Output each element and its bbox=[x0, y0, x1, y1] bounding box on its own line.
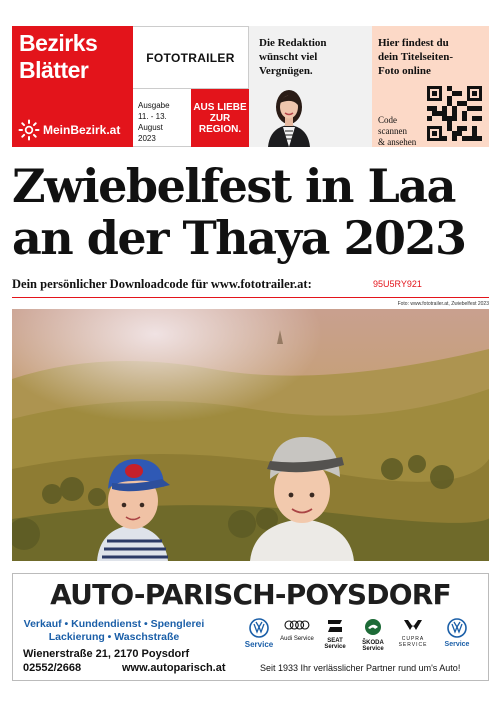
editorial-box bbox=[249, 26, 372, 147]
meinbezirk-link[interactable] bbox=[18, 119, 120, 141]
promo-line1: Hier findest du bbox=[378, 37, 449, 49]
brand-vw bbox=[241, 618, 277, 648]
brand-skoda bbox=[355, 618, 391, 652]
photo-scene bbox=[12, 309, 489, 561]
ad-website-link[interactable]: www.autoparisch.at bbox=[122, 662, 226, 674]
brand-vw-nutzfahrzeuge bbox=[437, 618, 477, 648]
sun-icon bbox=[18, 119, 40, 141]
vw-logo-icon bbox=[249, 618, 269, 638]
code-line3: & ansehen bbox=[378, 137, 417, 147]
meinbezirk-label: MeinBezirk.at bbox=[43, 123, 121, 137]
photo-credit: Foto: www.fototrailer.at, Zwiebelfest 2023 bbox=[397, 301, 489, 307]
brand-audi bbox=[279, 618, 315, 642]
code-line2: scannen bbox=[378, 126, 407, 136]
issue-label: Ausgabe bbox=[138, 101, 170, 110]
headline bbox=[12, 160, 492, 264]
issue-year: 2023 bbox=[138, 134, 156, 143]
slogan-badge bbox=[191, 89, 249, 147]
download-code: 95U5RY921 bbox=[373, 279, 422, 289]
skoda-logo-icon bbox=[364, 618, 382, 636]
promo-line2: dein Titelseiten- bbox=[378, 51, 454, 63]
issue-info bbox=[133, 89, 191, 147]
brand-audi-label: Audi Service bbox=[280, 636, 314, 642]
editorial-line3: Vergnügen. bbox=[259, 65, 313, 77]
logo-text-line2: Blätter bbox=[19, 57, 89, 83]
ad-phone: 02552/2668 bbox=[23, 662, 82, 674]
qr-promo-box bbox=[372, 26, 489, 147]
cupra-logo-icon bbox=[402, 618, 424, 632]
brand-skoda-label: ŠKODA Service bbox=[362, 640, 384, 652]
advertisement-auto-parisch[interactable] bbox=[12, 573, 489, 681]
brand-cupra-label: CUPRA SERVICE bbox=[398, 636, 428, 648]
brand-vw-label: Service bbox=[244, 640, 274, 649]
divider bbox=[12, 297, 489, 298]
logo-text-line1: Bezirks bbox=[19, 30, 98, 56]
brand-cupra bbox=[393, 618, 433, 648]
editor-portrait bbox=[258, 83, 320, 147]
qr-code-icon[interactable] bbox=[427, 86, 482, 141]
brand-seat-label: SEAT Service bbox=[324, 638, 346, 650]
issue-dates: 11. - 13. August bbox=[138, 112, 167, 132]
editorial-line2: wünscht viel bbox=[259, 51, 318, 63]
slogan-line2: ZUR bbox=[209, 112, 231, 124]
section-label: FOTOTRAILER bbox=[133, 26, 249, 89]
promo-line3: Foto online bbox=[378, 65, 431, 77]
download-prompt: Dein persönlicher Downloadcode für www.fototrailer.at: bbox=[12, 277, 312, 291]
ad-slogan: Seit 1933 Ihr verlässlicher Partner rund um's Auto! bbox=[260, 663, 461, 673]
headline-line2: an der Thaya 2023 bbox=[12, 211, 466, 265]
slogan-line3: REGION. bbox=[198, 123, 242, 135]
vw-nutzfahrzeuge-logo-icon bbox=[447, 618, 467, 638]
editorial-line1: Die Redaktion bbox=[259, 37, 327, 49]
ad-title: AUTO-PARISCH-POYSDORF bbox=[50, 578, 451, 611]
headline-line1: Zwiebelfest in Laa bbox=[12, 159, 455, 213]
code-line1: Code bbox=[378, 115, 397, 125]
ad-services bbox=[19, 618, 209, 644]
seat-logo-icon bbox=[326, 618, 344, 634]
ad-services-line1: Verkauf • Kundendienst • Spenglerei bbox=[23, 618, 205, 630]
slogan-line1: AUS LIEBE bbox=[193, 101, 247, 113]
brand-vw-nutzfahrzeuge-label: Service bbox=[444, 641, 470, 648]
bezirksblaetter-logo[interactable] bbox=[12, 26, 133, 147]
brand-seat bbox=[317, 618, 353, 650]
ad-address: Wienerstraße 21, 2170 Poysdorf bbox=[23, 648, 190, 660]
cover-photo bbox=[12, 309, 489, 561]
audi-logo-icon bbox=[284, 618, 310, 632]
ad-services-line2: Lackierung • Waschstraße bbox=[48, 631, 180, 643]
